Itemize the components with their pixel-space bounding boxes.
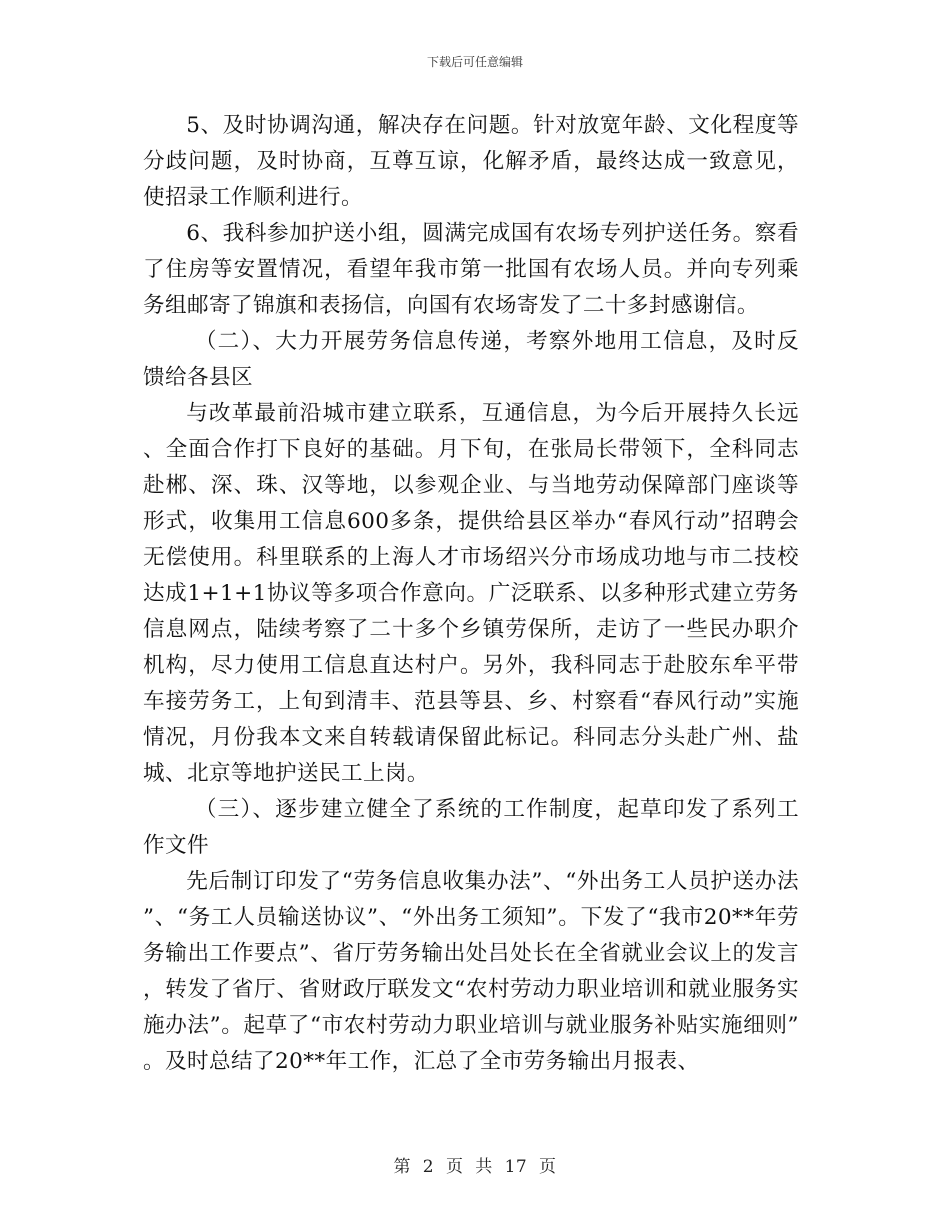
paragraph-section-3-body: 先后制订印发了“劳务信息收集办法”、“外出务工人员护送办法”、“务工人员输送协议”、“外出务工须知”。下发了“我市20**年劳务输出工作要点”、省厅劳务输出处吕处长在全省就业会议上的发言，转发了省厅、省财政厅联发文“农村劳动力职业培训和就业服务实施办法”。起草了“市农村劳动力职业培训与就业服务补贴实施细则”。及时总结了20**年工作，汇总了全市劳务输出月报表、 <box>143 869 799 1074</box>
page-header: 下载后可任意编辑 <box>426 55 523 69</box>
page-footer <box>0 1152 950 1177</box>
footer-total-pages: 17 <box>504 1157 528 1177</box>
section-heading-3: （三）、逐步建立健全了系统的工作制度，起草印发了系列工作文件 <box>143 797 799 858</box>
section-heading-2: （二）、大力开展劳务信息传递，考察外地用工信息，及时反馈给各县区 <box>143 329 799 390</box>
footer-label-total: 共 <box>475 1157 493 1177</box>
footer-label-total-unit: 页 <box>539 1157 557 1177</box>
paragraph-item-5: 5、及时协调沟通，解决存在问题。针对放宽年龄、文化程度等分歧问题，及时协商，互尊互谅，化解矛盾，最终达成一致意见，使招录工作顺利进行。 <box>143 113 799 210</box>
paragraph-section-2-body: 与改革最前沿城市建立联系，互通信息，为今后开展持久长远、全面合作打下良好的基础。月下旬，在张局长带领下，全科同志赴郴、深、珠、汉等地，以参观企业、与当地劳动保障部门座谈等形式，收集用工信息600多条，提供给县区举办“春风行动”招聘会无偿使用。科里联系的上海人才市场绍兴分市场成功地与市二技校达成1+1+1协议等多项合作意向。广泛联系、以多种形式建立劳务信息网点，陆续考察了二十多个乡镇劳保所，走访了一些民办职介机构，尽力使用工信息直达村户。另外，我科同志于赴胶东牟平带车接劳务工，上旬到清丰、范县等县、乡、村察看“春风行动”实施情况，月份我本文来自转载请保留此标记。科同志分头赴广州、盐城、北京等地护送民工上岗。 <box>143 401 799 786</box>
document-body <box>143 108 799 1080</box>
footer-label-page-unit: 页 <box>445 1157 464 1177</box>
footer-label-page: 第 <box>393 1157 411 1177</box>
footer-current-page: 2 <box>422 1157 435 1177</box>
paragraph-item-6: 6、我科参加护送小组，圆满完成国有农场专列护送任务。察看了住房等安置情况，看望年我市第一批国有农场人员。并向专列乘务组邮寄了锦旗和表扬信，向国有农场寄发了二十多封感谢信。 <box>143 221 799 318</box>
